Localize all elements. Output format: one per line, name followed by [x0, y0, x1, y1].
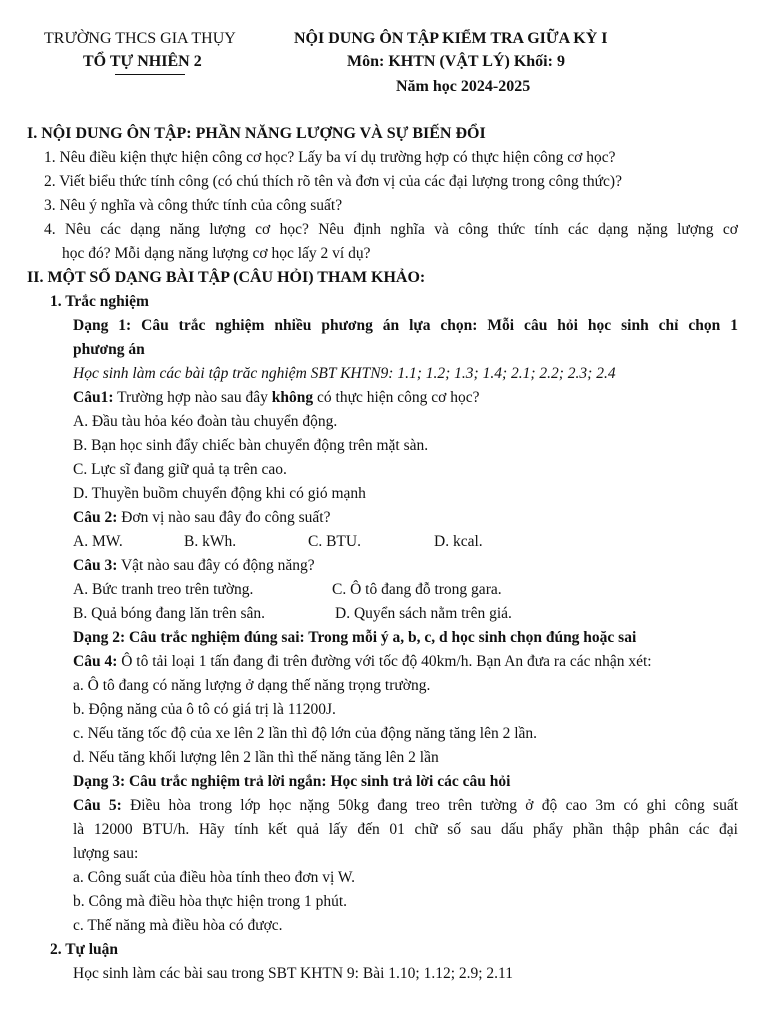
question-2-option: A. MW. [73, 533, 123, 550]
dang-1-note: Học sinh làm các bài tập trăc nghiệm SBT KHTN9: 1.1; 1.2; 1.3; 1.4; 2.1; 2.2; 2.3; 2.4 [73, 365, 616, 382]
question-3-label: Câu 3: [73, 557, 118, 574]
question-1-option: C. Lực sĩ đang giữ quả tạ trên cao. [73, 461, 287, 478]
question-2-option: B. kWh. [184, 533, 237, 550]
question-3-text: Vật nào sau đây có động năng? [117, 557, 315, 574]
section-1-item: 1. Nêu điều kiện thực hiện công cơ học? Lấy ba ví dụ trường hợp có thực hiện công cơ học? [44, 149, 616, 166]
question-4-statement: d. Nếu tăng khối lượng lên 2 lần thì thế năng tăng lên 2 lần [73, 749, 439, 766]
question-2-option: D. kcal. [434, 533, 483, 550]
question-1-text-end: có thực hiện công cơ học? [313, 389, 480, 406]
question-2 [73, 508, 330, 528]
document-title: NỘI DUNG ÔN TẬP KIỂM TRA GIỮA KỲ I [294, 30, 608, 47]
section-1-heading: I. NỘI DUNG ÔN TẬP: PHẦN NĂNG LƯỢNG VÀ SỰ BIẾN ĐỔI [27, 125, 486, 142]
question-1-label: Câu1: [73, 389, 114, 406]
question-1-option: B. Bạn học sinh đẩy chiếc bàn chuyển động trên mặt sàn. [73, 437, 429, 454]
question-2-text: Đơn vị nào sau đây đo công suất? [117, 509, 331, 526]
dang-3-heading: Dạng 3: Câu trắc nghiệm trả lời ngắn: Học sinh trả lời các câu hỏi [73, 773, 511, 790]
question-3-option: D. Quyển sách nằm trên giá. [335, 605, 512, 622]
question-2-label: Câu 2: [73, 509, 118, 526]
question-5-text: Điều hòa trong lớp học nặng 50kg đang treo trên tường ở độ cao 3m có ghi công suất [121, 797, 738, 814]
question-3 [73, 556, 315, 576]
section-1-item: 4. Nêu các dạng năng lượng cơ học? Nêu định nghĩa và công thức tính các dạng nặng lượng cơ [44, 221, 738, 238]
part-1-heading: 1. Trắc nghiệm [50, 293, 149, 310]
question-2-option: C. BTU. [308, 533, 361, 550]
section-2-heading: II. MỘT SỐ DẠNG BÀI TẬP (CÂU HỎI) THAM KHẢO: [27, 269, 426, 286]
school-name: TRƯỜNG THCS GIA THỤY [44, 30, 236, 47]
question-1-emphasis: không [271, 389, 314, 406]
question-1-option: A. Đầu tàu hỏa kéo đoàn tàu chuyển động. [73, 413, 338, 430]
question-1 [73, 388, 480, 408]
question-5-subquestion: b. Công mà điều hòa thực hiện trong 1 phút. [73, 893, 348, 910]
dang-2-heading: Dạng 2: Câu trắc nghiệm đúng sai: Trong mỗi ý a, b, c, d học sinh chọn đúng hoặc sai [73, 629, 637, 646]
question-4-text: Ô tô tải loại 1 tấn đang đi trên đường với tốc độ 40km/h. Bạn An đưa ra các nhận xét: [117, 653, 652, 670]
question-4-statement: a. Ô tô đang có năng lượng ở dạng thế năng trọng trường. [73, 677, 431, 694]
question-4-statement: b. Động năng của ô tô có giá trị là 11200J. [73, 701, 336, 718]
question-4-statement: c. Nếu tăng tốc độ của xe lên 2 lần thì độ lớn của động năng tăng lên 2 lần. [73, 725, 538, 742]
subject-line: Môn: KHTN (VẬT LÝ) Khối: 9 [347, 53, 565, 70]
question-5-subquestion: a. Công suất của điều hòa tính theo đơn vị W. [73, 869, 355, 886]
part-2-heading: 2. Tự luận [50, 941, 119, 958]
section-1-item: 3. Nêu ý nghĩa và công thức tính của công suất? [44, 197, 343, 214]
section-1-item-continued: học đó? Mỗi dạng năng lượng cơ học lấy 2 ví dụ? [62, 245, 371, 262]
dang-1-heading-continued: phương án [73, 341, 145, 358]
section-1-item: 2. Viết biểu thức tính công (có chú thích rõ tên và đơn vị của các đại lượng trong công thức)? [44, 173, 622, 190]
school-year: Năm học 2024-2025 [396, 78, 531, 95]
dang-1-heading: Dạng 1: Câu trắc nghiệm nhiều phương án lựa chọn: Mỗi câu hỏi học sinh chỉ chọn 1 [73, 317, 738, 334]
question-4-label: Câu 4: [73, 653, 118, 670]
question-3-option: C. Ô tô đang đỗ trong gara. [332, 581, 502, 598]
question-5-text-continued: là 12000 BTU/h. Hãy tính kết quả lấy đến 01 chữ số sau dấu phẩy phần thập phân các đại [73, 821, 738, 838]
part-2-text: Học sinh làm các bài sau trong SBT KHTN 9: Bài 1.10; 1.12; 2.9; 2.11 [73, 965, 513, 982]
question-1-option: D. Thuyền buồm chuyển động khi có gió mạnh [73, 485, 366, 502]
department-name: TỔ TỰ NHIÊN 2 [83, 53, 202, 70]
question-5 [73, 796, 738, 816]
question-5-subquestion: c. Thế năng mà điều hòa có được. [73, 917, 283, 934]
question-5-label: Câu 5: [73, 797, 122, 814]
question-1-text: Trường hợp nào sau đây [113, 389, 272, 406]
question-5-text-end: lượng sau: [73, 845, 139, 862]
header-underline [115, 74, 185, 75]
question-4 [73, 652, 652, 672]
question-3-option: B. Quả bóng đang lăn trên sân. [73, 605, 265, 622]
question-3-option: A. Bức tranh treo trên tường. [73, 581, 254, 598]
